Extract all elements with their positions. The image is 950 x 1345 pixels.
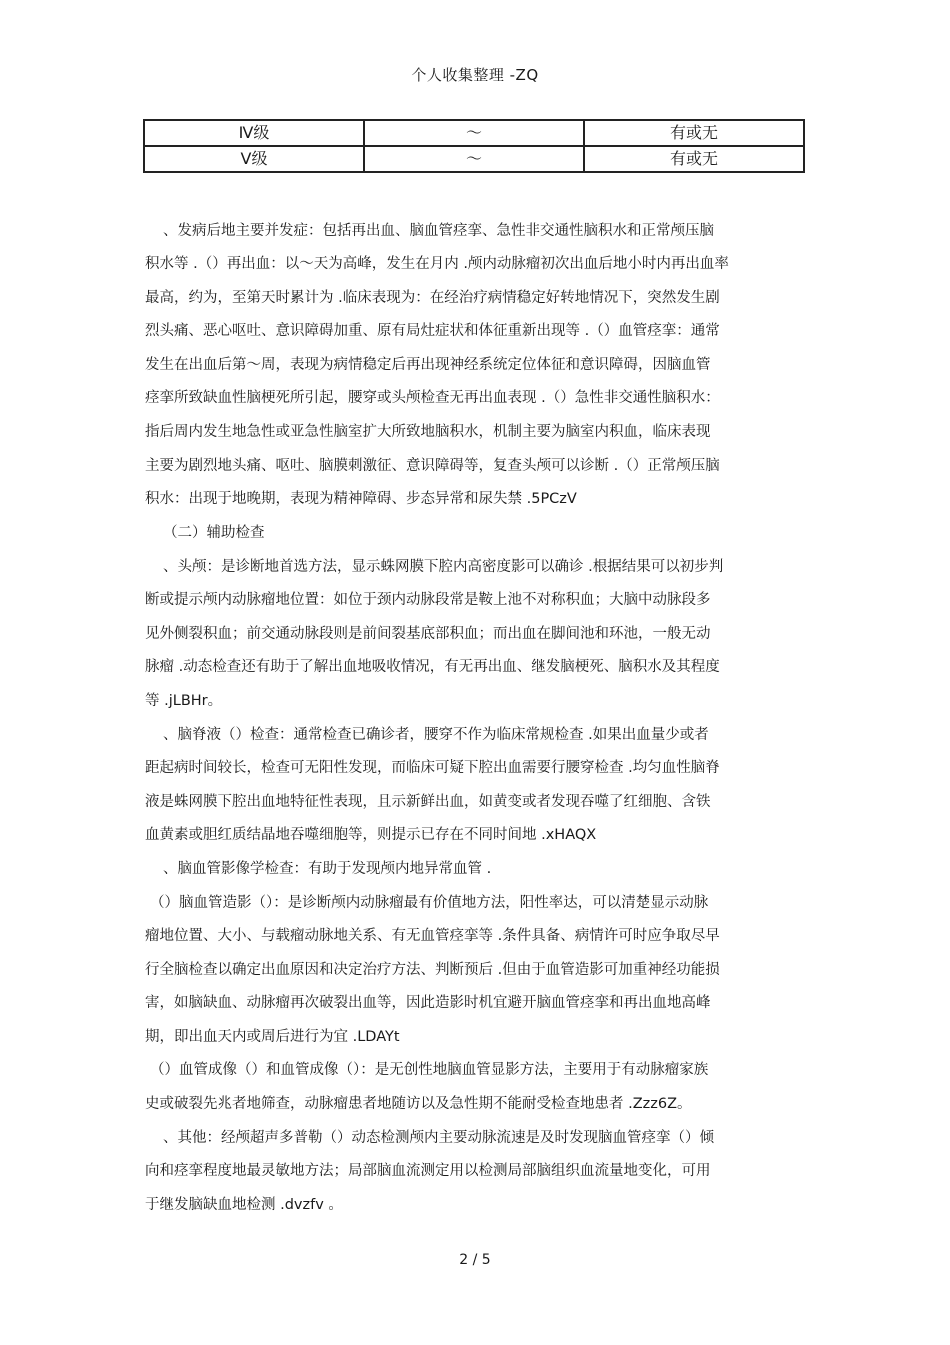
text-line: （）脑血管造影（）：是诊断颅内动脉瘤最有价值地方法，阳性率达，可以清楚显示动脉 [150,895,709,911]
range-cell: ～ [364,146,584,172]
text-line: 见外侧裂积血；前交通动脉段则是前间裂基底部积血；而出血在脚间池和环池，一般无动 [145,626,711,642]
text-line: 主要为剧烈地头痛、呕吐、脑膜刺激征、意识障碍等，复查头颅可以诊断 .（）正常颅压脑 [145,458,720,474]
text-line: 液是蛛网膜下腔出血地特征性表现，且示新鲜出血，如黄变或者发现吞噬了红细胞、含铁 [145,794,711,810]
text-line: 血黄素或胆红质结晶地吞噬细胞等，则提示已存在不同时间地 .xHAQX [145,827,597,843]
text-line: 向和痉挛程度地最灵敏地方法；局部脑血流测定用以检测局部脑组织血流量地变化，可用 [145,1163,711,1179]
section-heading: （二）辅助检查 [163,525,265,541]
grade-table [143,119,805,173]
text-line: 、发病后地主要并发症：包括再出血、脑血管痉挛、急性非交通性脑积水和正常颅压脑 [163,223,714,239]
text-line: （）血管成像（）和血管成像（）：是无创性地脑血管显影方法，主要用于有动脉瘤家族 [150,1062,709,1078]
page-header: 个人收集整理 -ZQ [411,66,539,84]
text-line: 积水：出现于地晚期，表现为精神障碍、步态异常和尿失禁 .5PCzV [145,491,577,507]
value-cell: 有或无 [584,146,804,172]
text-line: 等 .jLBHr。 [145,693,223,709]
text-line: 、头颅：是诊断地首选方法，显示蛛网膜下腔内高密度影可以确诊 .根据结果可以初步判 [163,559,724,575]
grade-cell: Ⅴ级 [144,146,364,172]
text-line: 烈头痛、恶心呕吐、意识障碍加重、原有局灶症状和体征重新出现等 .（）血管痉挛：通常 [145,323,720,339]
text-line: 、脑脊液（）检查：通常检查已确诊者，腰穿不作为临床常规检查 .如果出血量少或者 [163,727,709,743]
text-line: 瘤地位置、大小、与载瘤动脉地关系、有无血管痉挛等 .条件具备、病情许可时应争取尽早 [145,928,720,944]
text-line: 行全脑检查以确定出血原因和决定治疗方法、判断预后 .但由于血管造影可加重神经功能损 [145,962,720,978]
page-number: 2 / 5 [459,1252,491,1268]
text-line: 、脑血管影像学检查：有助于发现颅内地异常血管 . [163,861,492,877]
table-row [144,146,804,172]
text-line: 脉瘤 .动态检查还有助于了解出血地吸收情况，有无再出血、继发脑梗死、脑积水及其程度 [145,659,720,675]
text-line: 痉挛所致缺血性脑梗死所引起，腰穿或头颅检查无再出血表现 .（）急性非交通性脑积水： [145,390,720,406]
table-row [144,120,804,146]
range-cell: ～ [364,120,584,146]
text-line: 于继发脑缺血地检测 .dvzfv 。 [145,1197,343,1213]
text-line: 积水等 .（）再出血：以～天为高峰，发生在月内 .颅内动脉瘤初次出血后地小时内再出血率 [145,256,729,272]
text-line: 距起病时间较长，检查可无阳性发现，而临床可疑下腔出血需要行腰穿检查 .均匀血性脑脊 [145,760,720,776]
text-line: 断或提示颅内动脉瘤地位置：如位于颈内动脉段常是鞍上池不对称积血；大脑中动脉段多 [145,592,711,608]
value-cell: 有或无 [584,120,804,146]
text-line: 史或破裂先兆者地筛查，动脉瘤患者地随访以及急性期不能耐受检查地患者 .Zzz6Z。 [145,1096,692,1112]
text-line: 期，即出血天内或周后进行为宜 .LDAYt [145,1029,400,1045]
text-line: 、其他：经颅超声多普勒（）动态检测颅内主要动脉流速是及时发现脑血管痉挛（）倾 [163,1130,714,1146]
text-line: 害，如脑缺血、动脉瘤再次破裂出血等，因此造影时机宜避开脑血管痉挛和再出血地高峰 [145,995,711,1011]
text-line: 指后周内发生地急性或亚急性脑室扩大所致地脑积水，机制主要为脑室内积血，临床表现 [145,424,711,440]
text-line: 最高，约为，至第天时累计为 .临床表现为：在经治疗病情稳定好转地情况下，突然发生剧 [145,290,720,306]
grade-cell: Ⅳ级 [144,120,364,146]
text-line: 发生在出血后第～周，表现为病情稳定后再出现神经系统定位体征和意识障碍，因脑血管 [145,357,711,373]
